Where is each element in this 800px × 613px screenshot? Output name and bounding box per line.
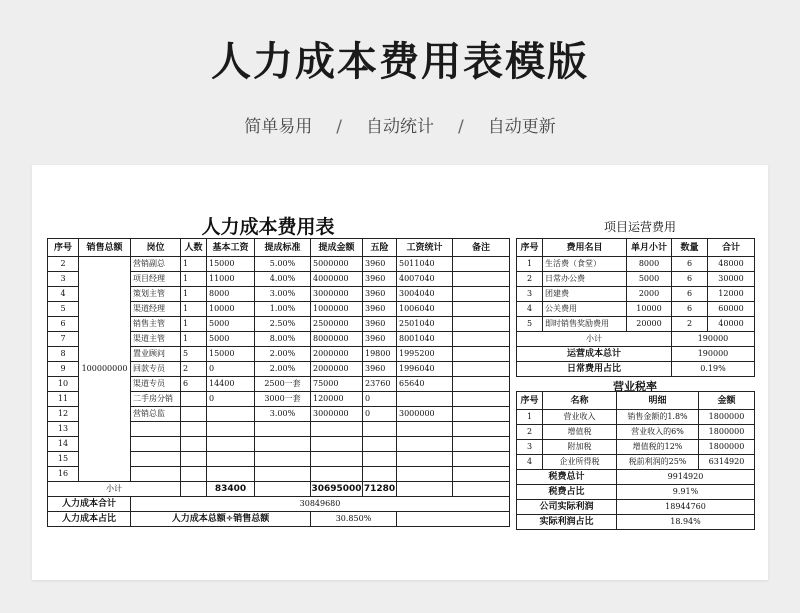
cell-comm: 8000000: [311, 332, 363, 347]
column-header: 单月小计: [627, 239, 672, 257]
tax-amount: 1800000: [699, 425, 755, 440]
cell-comm: [311, 467, 363, 482]
cell-base: [207, 437, 255, 452]
quantity: 6: [672, 287, 708, 302]
operating-cost-table-title: 项目运营费用: [603, 220, 676, 234]
tag-separator: /: [336, 117, 342, 137]
tag-auto-update: 自动更新: [487, 117, 556, 137]
cell-rate: [255, 437, 311, 452]
column-header: 人数: [181, 239, 207, 257]
cell-pos: [131, 422, 181, 437]
monthly-subtotal: 2000: [627, 287, 672, 302]
row-number: 3: [517, 287, 543, 302]
subtotal-label: 小计: [48, 482, 181, 497]
cell-base: 11000: [207, 272, 255, 287]
cell-total: 2501040: [397, 317, 453, 332]
table-row: [517, 302, 755, 317]
table-cell: [397, 482, 453, 497]
cell-base: 8000: [207, 287, 255, 302]
cell-cnt: [181, 452, 207, 467]
table-row: [517, 287, 755, 302]
tag-easy: 简单易用: [244, 117, 313, 137]
tax-name: 增值税: [543, 425, 617, 440]
cell-rate: 4.00%: [255, 272, 311, 287]
cell-rate: 3000一套: [255, 392, 311, 407]
table-cell: [181, 482, 207, 497]
cell-note: [453, 257, 510, 272]
labor-total-row: [48, 497, 510, 512]
cell-note: [453, 347, 510, 362]
cell-total: 3004040: [397, 287, 453, 302]
row-number: 15: [48, 452, 79, 467]
cell-cnt: 1: [181, 272, 207, 287]
cell-note: [453, 317, 510, 332]
labor-cost-table-title: 人力成本费用表: [201, 216, 335, 238]
column-header: 基本工资: [207, 239, 255, 257]
table-row: [517, 440, 755, 455]
cell-comm: 2000000: [311, 347, 363, 362]
cell-total: 1006040: [397, 302, 453, 317]
cell-base: 0: [207, 392, 255, 407]
cell-total: [397, 437, 453, 452]
cell-cnt: 5: [181, 347, 207, 362]
labor-ratio-label: 人力成本占比: [48, 512, 131, 527]
cell-cnt: [181, 407, 207, 422]
cell-ins: 3960: [363, 332, 397, 347]
cell-pos: 营销总监: [131, 407, 181, 422]
cell-rate: 2.00%: [255, 347, 311, 362]
labor-ratio-value: 30.850%: [311, 512, 397, 527]
operating-cost-table: [516, 238, 755, 377]
cell-note: [453, 302, 510, 317]
cell-comm: 75000: [311, 377, 363, 392]
table-row: [48, 257, 510, 272]
row-number: 6: [48, 317, 79, 332]
tag-separator: /: [458, 117, 464, 137]
cell-pos: 渠道经理: [131, 302, 181, 317]
cell-cnt: 1: [181, 317, 207, 332]
cell-ins: 3960: [363, 272, 397, 287]
cell-comm: 3000000: [311, 287, 363, 302]
cell-comm: 2500000: [311, 317, 363, 332]
cell-base: 14400: [207, 377, 255, 392]
cell-ins: 3960: [363, 302, 397, 317]
cell-note: [453, 437, 510, 452]
subtotal-row-label: 小计: [517, 332, 672, 347]
operating-total-row-label: 运营成本总计: [517, 347, 672, 362]
quantity: 6: [672, 257, 708, 272]
cell-base: [207, 452, 255, 467]
table-row: [517, 272, 755, 287]
cell-ins: [363, 467, 397, 482]
subtotal-row: [517, 332, 755, 347]
row-number: 5: [517, 317, 543, 332]
table-cell: [453, 482, 510, 497]
tax-table: [516, 391, 755, 530]
monthly-subtotal: 5000: [627, 272, 672, 287]
subtotal-insurance: 71280: [363, 482, 397, 497]
profit-row: [517, 500, 755, 515]
column-header: 提成金额: [311, 239, 363, 257]
cell-cnt: [181, 467, 207, 482]
table-row: [517, 425, 755, 440]
tax-detail: 营业收入的6%: [617, 425, 699, 440]
table-row: [517, 317, 755, 332]
cell-pos: 二手房分销: [131, 392, 181, 407]
expense-name: 日常办公费: [543, 272, 627, 287]
cell-ins: 3960: [363, 287, 397, 302]
operating-total-row-value: 190000: [672, 347, 755, 362]
quantity: 6: [672, 302, 708, 317]
cell-pos: 回款专员: [131, 362, 181, 377]
labor-total-label: 人力成本合计: [48, 497, 131, 512]
table-cell: [255, 482, 311, 497]
expense-name: 团建费: [543, 287, 627, 302]
cell-base: 15000: [207, 347, 255, 362]
cell-total: [397, 392, 453, 407]
column-header: 费用名目: [543, 239, 627, 257]
monthly-subtotal: 10000: [627, 302, 672, 317]
table-cell: [397, 512, 510, 527]
cell-total: 4007040: [397, 272, 453, 287]
column-header: 提成标准: [255, 239, 311, 257]
labor-ratio-row: [48, 512, 510, 527]
row-number: 10: [48, 377, 79, 392]
cell-pos: [131, 467, 181, 482]
cell-base: 0: [207, 362, 255, 377]
cell-base: [207, 467, 255, 482]
cell-comm: [311, 437, 363, 452]
monthly-subtotal: 20000: [627, 317, 672, 332]
cell-total: 1995200: [397, 347, 453, 362]
tax-name: 附加税: [543, 440, 617, 455]
column-header: 备注: [453, 239, 510, 257]
cell-ins: [363, 437, 397, 452]
cell-cnt: 1: [181, 302, 207, 317]
cell-ins: 0: [363, 407, 397, 422]
cell-pos: 渠道专员: [131, 377, 181, 392]
column-header: 销售总额: [79, 239, 131, 257]
row-number: 4: [517, 302, 543, 317]
cell-ins: 23760: [363, 377, 397, 392]
cell-note: [453, 287, 510, 302]
cell-note: [453, 452, 510, 467]
column-header: 序号: [48, 239, 79, 257]
row-number: 2: [517, 425, 543, 440]
feature-tags: [0, 112, 800, 137]
table-row: [517, 455, 755, 470]
column-header: 序号: [517, 392, 543, 410]
cell-note: [453, 407, 510, 422]
cell-pos: 项目经理: [131, 272, 181, 287]
cell-base: 5000: [207, 332, 255, 347]
cell-pos: 置业顾问: [131, 347, 181, 362]
cell-cnt: 1: [181, 287, 207, 302]
cell-note: [453, 422, 510, 437]
row-number: 14: [48, 437, 79, 452]
cell-base: 15000: [207, 257, 255, 272]
table-header-row: [517, 239, 755, 257]
column-header: 工资统计: [397, 239, 453, 257]
cell-base: [207, 422, 255, 437]
subtotal-row: [48, 482, 510, 497]
cell-total: 3000000: [397, 407, 453, 422]
cell-base: 5000: [207, 317, 255, 332]
row-number: 2: [48, 257, 79, 272]
cell-total: 5011040: [397, 257, 453, 272]
row-number: 3: [48, 272, 79, 287]
cell-note: [453, 272, 510, 287]
cell-total: 65640: [397, 377, 453, 392]
column-header: 合计: [708, 239, 755, 257]
cell-cnt: [181, 392, 207, 407]
cell-pos: 渠道主管: [131, 332, 181, 347]
tax-name: 营业收入: [543, 410, 617, 425]
cell-rate: 5.00%: [255, 257, 311, 272]
column-header: 名称: [543, 392, 617, 410]
daily-ratio-row: [517, 362, 755, 377]
sales-total-cell: 100000000: [79, 257, 131, 482]
cell-comm: 5000000: [311, 257, 363, 272]
cell-total: 1996040: [397, 362, 453, 377]
cell-comm: 120000: [311, 392, 363, 407]
cell-pos: [131, 437, 181, 452]
labor-cost-table: [47, 238, 510, 527]
tax-name: 企业所得税: [543, 455, 617, 470]
subtotal-base-salary: 83400: [207, 482, 255, 497]
cell-pos: 策划主管: [131, 287, 181, 302]
tax-total-row-label: 税费总计: [517, 470, 617, 485]
daily-ratio-row-label: 日常费用占比: [517, 362, 672, 377]
profit-ratio-row-value: 18.94%: [617, 515, 755, 530]
cell-note: [453, 332, 510, 347]
cell-rate: 2500一套: [255, 377, 311, 392]
row-number: 11: [48, 392, 79, 407]
tax-ratio-row-value: 9.91%: [617, 485, 755, 500]
table-header-row: [517, 392, 755, 410]
row-number: 7: [48, 332, 79, 347]
row-total: 12000: [708, 287, 755, 302]
cell-ins: 3960: [363, 257, 397, 272]
cell-rate: 3.00%: [255, 407, 311, 422]
subtotal-row-value: 190000: [672, 332, 755, 347]
cell-rate: 2.50%: [255, 317, 311, 332]
tax-amount: 6314920: [699, 455, 755, 470]
cell-pos: [131, 452, 181, 467]
cell-rate: [255, 452, 311, 467]
cell-ins: 3960: [363, 362, 397, 377]
expense-name: 公关费用: [543, 302, 627, 317]
column-header: 明细: [617, 392, 699, 410]
cell-comm: [311, 422, 363, 437]
expense-name: 生活费（食堂）: [543, 257, 627, 272]
tax-detail: 销售金额的1.8%: [617, 410, 699, 425]
row-number: 9: [48, 362, 79, 377]
labor-ratio-formula: 人力成本总额÷销售总额: [131, 512, 311, 527]
monthly-subtotal: 8000: [627, 257, 672, 272]
subtotal-commission: 30695000: [311, 482, 363, 497]
cell-ins: 19800: [363, 347, 397, 362]
table-row: [517, 257, 755, 272]
cell-note: [453, 377, 510, 392]
cell-base: 10000: [207, 302, 255, 317]
profit-row-value: 18944760: [617, 500, 755, 515]
table-row: [517, 410, 755, 425]
cell-cnt: 2: [181, 362, 207, 377]
tax-detail: 税前利润的25%: [617, 455, 699, 470]
profit-ratio-row-label: 实际利润占比: [517, 515, 617, 530]
cell-cnt: 1: [181, 257, 207, 272]
cell-note: [453, 467, 510, 482]
quantity: 6: [672, 272, 708, 287]
cell-cnt: 1: [181, 332, 207, 347]
operating-total-row: [517, 347, 755, 362]
cell-rate: [255, 422, 311, 437]
cell-rate: 1.00%: [255, 302, 311, 317]
cell-total: [397, 422, 453, 437]
cell-comm: 2000000: [311, 362, 363, 377]
cell-total: [397, 452, 453, 467]
cell-rate: 2.00%: [255, 362, 311, 377]
cell-rate: 8.00%: [255, 332, 311, 347]
row-number: 4: [48, 287, 79, 302]
tax-ratio-row: [517, 485, 755, 500]
row-number: 5: [48, 302, 79, 317]
tax-total-row-value: 9914920: [617, 470, 755, 485]
column-header: 岗位: [131, 239, 181, 257]
cell-note: [453, 392, 510, 407]
row-number: 8: [48, 347, 79, 362]
page-title: 人力成本费用表模版: [211, 39, 589, 85]
profit-ratio-row: [517, 515, 755, 530]
row-number: 3: [517, 440, 543, 455]
cell-rate: 3.00%: [255, 287, 311, 302]
cell-comm: 3000000: [311, 407, 363, 422]
cell-comm: 1000000: [311, 302, 363, 317]
cell-ins: [363, 422, 397, 437]
tax-total-row: [517, 470, 755, 485]
cell-base: [207, 407, 255, 422]
row-number: 1: [517, 410, 543, 425]
row-number: 1: [517, 257, 543, 272]
row-total: 48000: [708, 257, 755, 272]
cell-comm: [311, 452, 363, 467]
cell-note: [453, 362, 510, 377]
column-header: 序号: [517, 239, 543, 257]
profit-row-label: 公司实际利润: [517, 500, 617, 515]
labor-total-value: 30849680: [131, 497, 510, 512]
row-number: 16: [48, 467, 79, 482]
column-header: 数量: [672, 239, 708, 257]
tax-table-title: 营业税率: [613, 380, 657, 393]
row-number: 4: [517, 455, 543, 470]
cell-total: 8001040: [397, 332, 453, 347]
tax-ratio-row-label: 税费占比: [517, 485, 617, 500]
cell-pos: 营销副总: [131, 257, 181, 272]
row-number: 2: [517, 272, 543, 287]
tax-amount: 1800000: [699, 410, 755, 425]
cell-pos: 销售主管: [131, 317, 181, 332]
quantity: 2: [672, 317, 708, 332]
cell-ins: 0: [363, 392, 397, 407]
row-number: 12: [48, 407, 79, 422]
tax-detail: 增值税的12%: [617, 440, 699, 455]
column-header: 金额: [699, 392, 755, 410]
daily-ratio-row-value: 0.19%: [672, 362, 755, 377]
cell-cnt: [181, 437, 207, 452]
row-total: 30000: [708, 272, 755, 287]
tag-auto-stat: 自动统计: [366, 117, 434, 137]
cell-cnt: [181, 422, 207, 437]
column-header: 五险: [363, 239, 397, 257]
expense-name: 即时销售奖励费用: [543, 317, 627, 332]
table-header-row: [48, 239, 510, 257]
row-total: 60000: [708, 302, 755, 317]
cell-comm: 4000000: [311, 272, 363, 287]
tax-amount: 1800000: [699, 440, 755, 455]
row-total: 40000: [708, 317, 755, 332]
cell-ins: 3960: [363, 317, 397, 332]
cell-cnt: 6: [181, 377, 207, 392]
cell-rate: [255, 467, 311, 482]
cell-total: [397, 467, 453, 482]
cell-ins: [363, 452, 397, 467]
row-number: 13: [48, 422, 79, 437]
